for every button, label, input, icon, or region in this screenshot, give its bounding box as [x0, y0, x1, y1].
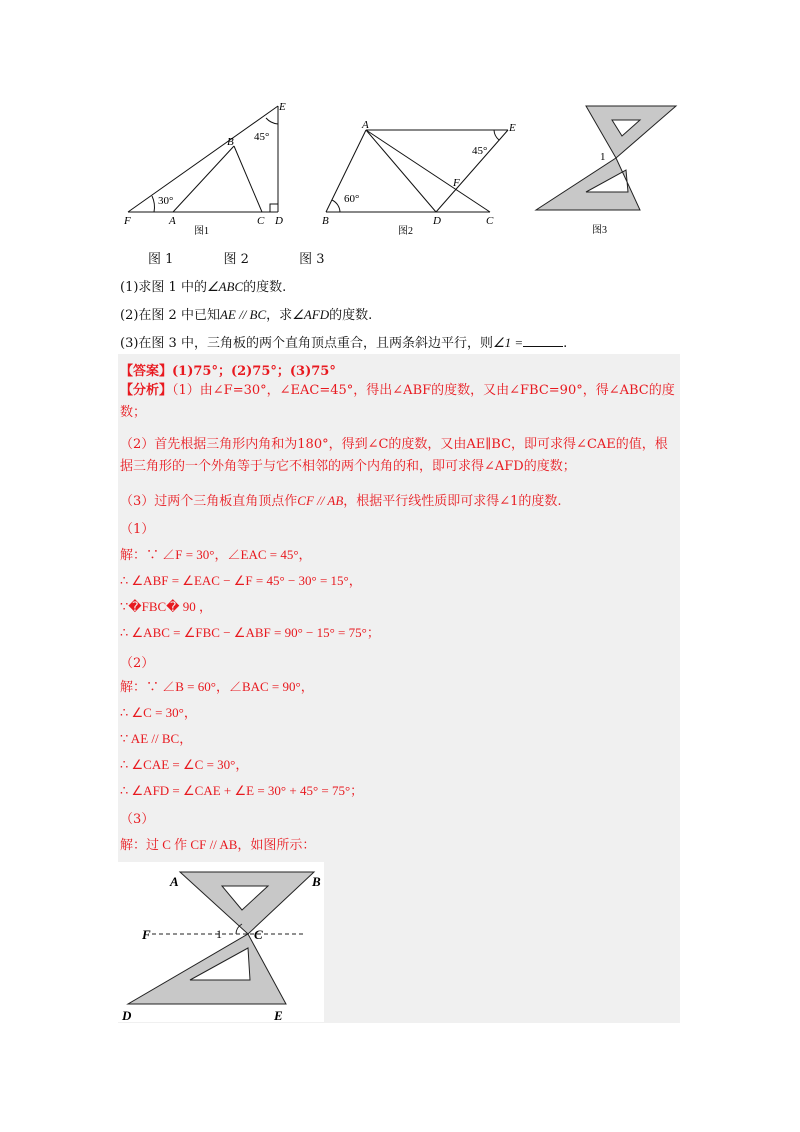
fig1-label-F: F [124, 215, 131, 227]
fig1-label-C: C [257, 215, 265, 227]
fig1-label-E: E [279, 101, 286, 113]
fig4-label-A: A [170, 874, 179, 889]
solution-2-heading: （2） [120, 656, 155, 671]
figure-3 [530, 92, 690, 240]
fig4-label-D: D [122, 1008, 132, 1022]
fig1-angle-30: 30° [158, 195, 174, 207]
caption-1: 图 1 [148, 252, 174, 267]
fig4-label-F: F [142, 927, 151, 942]
figure-2 [318, 118, 528, 240]
fig3-caption: 图3 [592, 225, 607, 236]
figure-4 [118, 862, 324, 1022]
solution-3-heading: （3） [120, 812, 155, 827]
solution-1-line-2: ∴ ∠ABF = ∠EAC − ∠F = 45° − 30° = 15°， [120, 573, 362, 588]
fig3-label-1: 1 [600, 151, 606, 163]
analysis-p3: （3）过两个三角板直角顶点作CF // AB，根据平行线性质即可求得∠1的度数. [120, 493, 562, 509]
figure-captions [148, 248, 371, 267]
answer-blank [523, 334, 563, 347]
question-1: (1)求图 1 中的∠ABC的度数. [120, 279, 287, 295]
fig4-label-E: E [274, 1008, 283, 1022]
fig2-label-A: A [362, 119, 369, 131]
solution-2-line-3: ∵ AE // BC， [120, 731, 193, 746]
fig1-label-D: D [275, 215, 283, 227]
answer-line: 【答案】(1)75°；(2)75°；(3)75° [120, 364, 336, 379]
fig2-label-F: F [453, 177, 460, 189]
fig2-caption: 图2 [398, 226, 413, 237]
fig4-label-B: B [312, 874, 321, 889]
solution-2-line-2: ∴ ∠C = 30°， [120, 705, 197, 720]
solution-1-line-1: 解：∵ ∠F = 30°，∠EAC = 45°， [120, 547, 312, 562]
fig2-label-B: B [322, 215, 329, 227]
solution-1-line-4: ∴ ∠ABC = ∠FBC − ∠ABF = 90° − 15° = 75°； [120, 625, 380, 640]
fig1-label-B: B [227, 136, 234, 148]
fig4-label-1: 1 [216, 927, 222, 941]
fig2-label-C: C [486, 215, 494, 227]
fig1-caption: 图1 [194, 226, 209, 237]
solution-3-line-1: 解：过 C 作 CF // AB，如图所示： [120, 837, 316, 852]
solution-2-line-1: 解：∵ ∠B = 60°，∠BAC = 90°， [120, 679, 314, 694]
caption-2: 图 2 [223, 252, 249, 267]
fig4-label-C: C [254, 927, 263, 942]
solution-1-heading: （1） [120, 522, 155, 537]
question-2: (2)在图 2 中已知AE // BC，求∠AFD的度数. [120, 307, 373, 323]
fig2-label-E: E [509, 122, 516, 134]
solution-2-line-5: ∴ ∠AFD = ∠CAE + ∠E = 30° + 45° = 75°； [120, 783, 364, 798]
solution-1-line-3: ∵�FBC� 90 ， [120, 599, 213, 614]
solution-2-line-4: ∴ ∠CAE = ∠C = 30°， [120, 757, 249, 772]
fig2-angle-60: 60° [344, 193, 360, 205]
caption-3: 图 3 [299, 252, 325, 267]
question-3: (3)在图 3 中，三角板的两个直角顶点重合，且两条斜边平行，则∠1 = . [120, 335, 568, 351]
fig1-label-A: A [169, 215, 176, 227]
analysis-p1: 【分析】（1）由∠F=30°，∠EAC=45°，得出∠ABF的度数，又由∠FBC=90°，得∠ABC的度数； [120, 383, 675, 420]
fig1-angle-45: 45° [254, 131, 270, 143]
fig2-angle-45: 45° [472, 145, 488, 157]
fig2-label-D: D [433, 215, 441, 227]
figure-1 [118, 96, 298, 240]
analysis-p2: （2）首先根据三角形内角和为180°，得到∠C的度数，又由AE∥BC，即可求得∠CAE的值，根据三角形的一个外角等于与它不相邻的两个内角的和，即可求得∠AFD的度数； [120, 437, 668, 474]
